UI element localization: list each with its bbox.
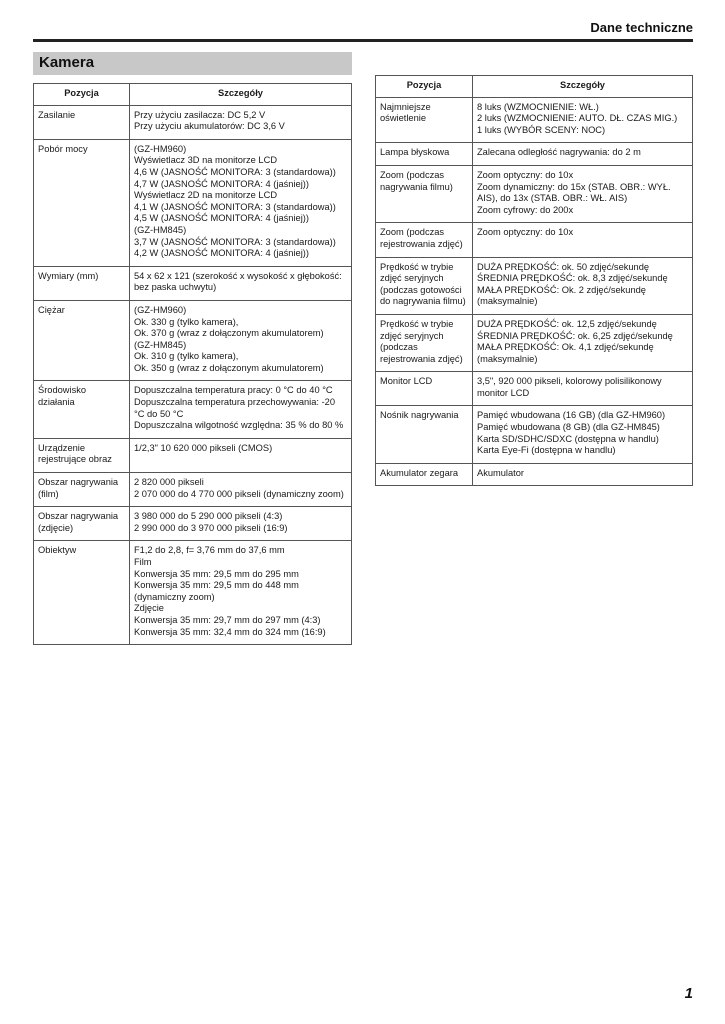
detail-line: DUŻA PRĘDKOŚĆ: ok. 12,5 zdjęć/sekundę	[477, 318, 657, 329]
detail-line: F1,2 do 2,8, f= 3,76 mm do 37,6 mm	[134, 545, 285, 556]
detail-line: 3,7 W (JASNOŚĆ MONITORA: 3 (standardowa))	[134, 236, 336, 247]
detail-line: Zoom dynamiczny: do 15x (STAB. OBR.: WYŁ. AIS), do 13x (STAB. OBR.: WŁ. AIS)	[477, 181, 671, 204]
row-label: Prędkość w trybie zdjęć seryjnych (podczas gotowości do nagrywania filmu)	[376, 257, 473, 314]
detail-line: Karta Eye-Fi (dostępna w handlu)	[477, 445, 616, 456]
detail-line: Konwersja 35 mm: 32,4 mm do 324 mm (16:9)	[134, 626, 326, 637]
detail-line: Dopuszczalna wilgotność względna: 35 % do 80 %	[134, 420, 344, 431]
row-details	[130, 300, 352, 381]
row-label: Ciężar	[34, 300, 130, 381]
row-details	[130, 139, 352, 266]
camera-specs-table-right	[375, 75, 693, 486]
row-label: Środowisko działania	[34, 381, 130, 438]
detail-line: 1/2,3" 10 620 000 pikseli (CMOS)	[134, 442, 273, 453]
detail-line: Film	[134, 557, 152, 567]
header-divider	[33, 39, 693, 42]
detail-line: 2 990 000 do 3 970 000 pikseli (16:9)	[134, 522, 288, 533]
detail-line: Zoom cyfrowy: do 200x	[477, 204, 574, 215]
table-row	[376, 223, 693, 257]
detail-line: Dopuszczalna temperatura przechowywania: -20 °C do 50 °C	[134, 397, 336, 419]
row-details	[130, 266, 352, 300]
detail-line: (GZ-HM845)	[134, 339, 187, 350]
column-header-item: Pozycja	[34, 84, 130, 106]
page-number: 1	[684, 985, 693, 1002]
detail-line: 4,6 W (JASNOŚĆ MONITORA: 3 (standardowa))	[134, 166, 336, 177]
row-details	[473, 143, 693, 166]
column-header-details: Szczegóły	[473, 76, 693, 98]
table-row	[34, 507, 352, 541]
detail-line: Zalecana odległość nagrywania: do 2 m	[477, 147, 641, 158]
detail-line: ŚREDNIA PRĘDKOŚĆ: ok. 8,3 zdjęć/sekundę	[477, 273, 668, 284]
row-details	[130, 105, 352, 139]
row-details	[473, 406, 693, 463]
table-row	[376, 97, 693, 143]
table-row	[34, 105, 352, 139]
row-details	[130, 507, 352, 541]
table-row	[34, 541, 352, 645]
detail-line: (GZ-HM960)	[134, 304, 187, 315]
detail-line: Ok. 350 g (wraz z dołączonym akumulatorem)	[134, 362, 324, 373]
table-header-row	[376, 76, 693, 98]
row-label: Zoom (podczas nagrywania filmu)	[376, 165, 473, 222]
detail-line: Wyświetlacz 2D na monitorze LCD	[134, 190, 278, 201]
row-label: Obszar nagrywania (film)	[34, 473, 130, 507]
detail-line: 4,5 W (JASNOŚĆ MONITORA: 4 (jaśniej))	[134, 213, 309, 224]
detail-line: Przy użyciu akumulatorów: DC 3,6 V	[134, 121, 285, 132]
detail-line: Zdjęcie	[134, 603, 164, 614]
row-label: Akumulator zegara	[376, 463, 473, 486]
table-row	[34, 139, 352, 266]
detail-line: Zoom optyczny: do 10x	[477, 169, 574, 180]
detail-line: 4,7 W (JASNOŚĆ MONITORA: 4 (jaśniej))	[134, 178, 309, 189]
detail-line: DUŻA PRĘDKOŚĆ: ok. 50 zdjęć/sekundę	[477, 261, 650, 272]
row-label: Prędkość w trybie zdjęć seryjnych (podczas rejestrowania zdjęć)	[376, 314, 473, 371]
row-details	[473, 463, 693, 486]
page-header-title: Dane techniczne	[590, 20, 693, 35]
detail-line: Wyświetlacz 3D na monitorze LCD	[134, 155, 278, 166]
detail-line: 3,5", 920 000 pikseli, kolorowy polisilikonowy monitor LCD	[477, 376, 662, 398]
row-details	[473, 97, 693, 143]
detail-line: Dopuszczalna temperatura pracy: 0 °C do 40 °C	[134, 385, 333, 396]
row-details	[130, 473, 352, 507]
detail-line: Pamięć wbudowana (8 GB) (dla GZ-HM845)	[477, 422, 660, 433]
detail-line: MAŁA PRĘDKOŚĆ: Ok. 4,1 zdjęć/sekundę (maksymalnie)	[477, 342, 654, 364]
row-label: Nośnik nagrywania	[376, 406, 473, 463]
detail-line: Przy użyciu zasilacza: DC 5,2 V	[134, 109, 266, 120]
table-row	[376, 463, 693, 486]
detail-line: Ok. 370 g (wraz z dołączonym akumulatorem)	[134, 328, 324, 339]
row-label: Wymiary (mm)	[34, 266, 130, 300]
table-row	[376, 143, 693, 166]
section-title: Kamera	[33, 52, 352, 75]
table-row	[34, 381, 352, 438]
detail-line: (GZ-HM845)	[134, 224, 187, 235]
row-label: Zoom (podczas rejestrowania zdjęć)	[376, 223, 473, 257]
row-label: Urządzenie rejestrujące obraz	[34, 438, 130, 472]
detail-line: Akumulator	[477, 467, 525, 478]
detail-line: 1 luks (WYBÓR SCENY: NOC)	[477, 124, 606, 135]
detail-line: 2 070 000 do 4 770 000 pikseli (dynamiczny zoom)	[134, 488, 344, 499]
detail-line: Konwersja 35 mm: 29,7 mm do 297 mm (4:3)	[134, 614, 321, 625]
table-row	[34, 438, 352, 472]
row-label: Obszar nagrywania (zdjęcie)	[34, 507, 130, 541]
row-details	[130, 438, 352, 472]
detail-line: ŚREDNIA PRĘDKOŚĆ: ok. 6,25 zdjęć/sekundę	[477, 330, 673, 341]
column-header-item: Pozycja	[376, 76, 473, 98]
row-details	[473, 223, 693, 257]
detail-line: 2 820 000 pikseli	[134, 477, 204, 488]
camera-specs-table-left	[33, 83, 352, 645]
detail-line: Konwersja 35 mm: 29,5 mm do 295 mm	[134, 568, 299, 579]
row-label: Zasilanie	[34, 105, 130, 139]
detail-line: 4,1 W (JASNOŚĆ MONITORA: 3 (standardowa))	[134, 201, 336, 212]
table-row	[34, 300, 352, 381]
table-row	[34, 266, 352, 300]
row-details	[130, 381, 352, 438]
row-label: Najmniejsze oświetlenie	[376, 97, 473, 143]
row-details	[473, 165, 693, 222]
detail-line: (GZ-HM960)	[134, 143, 187, 154]
table-row	[376, 372, 693, 406]
row-details	[473, 314, 693, 371]
column-header-details: Szczegóły	[130, 84, 352, 106]
table-row	[376, 257, 693, 314]
detail-line: MAŁA PRĘDKOŚĆ: Ok. 2 zdjęć/sekundę (maksymalnie)	[477, 284, 646, 307]
row-details	[473, 257, 693, 314]
row-label: Lampa błyskowa	[376, 143, 473, 166]
table-row	[376, 314, 693, 371]
table-header-row	[34, 84, 352, 106]
detail-line: 4,2 W (JASNOŚĆ MONITORA: 4 (jaśniej))	[134, 248, 309, 259]
table-row	[376, 165, 693, 222]
detail-line: 54 x 62 x 121 (szerokość x wysokość x głębokość: bez paska uchwytu)	[134, 270, 342, 293]
row-label: Obiektyw	[34, 541, 130, 645]
detail-line: 2 luks (WZMOCNIENIE: AUTO. DŁ. CZAS MIG.)	[477, 113, 678, 124]
detail-line: Ok. 330 g (tylko kamera),	[134, 316, 239, 327]
row-details	[473, 372, 693, 406]
detail-line: Pamięć wbudowana (16 GB) (dla GZ-HM960)	[477, 410, 666, 421]
detail-line: 8 luks (WZMOCNIENIE: WŁ.)	[477, 101, 599, 112]
detail-line: Karta SD/SDHC/SDXC (dostępna w handlu)	[477, 433, 659, 444]
detail-line: Konwersja 35 mm: 29,5 mm do 448 mm (dynamiczny zoom)	[134, 580, 299, 602]
detail-line: 3 980 000 do 5 290 000 pikseli (4:3)	[134, 511, 283, 522]
row-details	[130, 541, 352, 645]
row-label: Pobór mocy	[34, 139, 130, 266]
detail-line: Zoom optyczny: do 10x	[477, 227, 574, 238]
table-row	[376, 406, 693, 463]
detail-line: Ok. 310 g (tylko kamera),	[134, 351, 239, 362]
row-label: Monitor LCD	[376, 372, 473, 406]
table-row	[34, 473, 352, 507]
